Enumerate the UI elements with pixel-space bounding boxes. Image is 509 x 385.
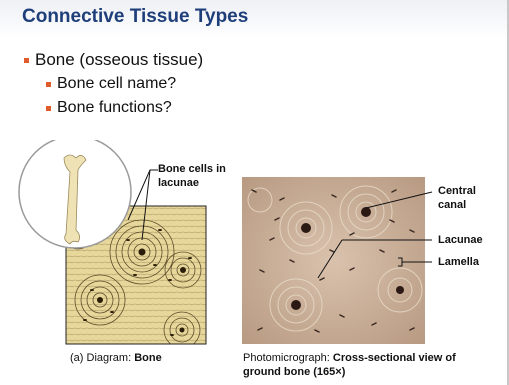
bullet-marker [46, 82, 51, 87]
bullet-bone [24, 48, 203, 72]
caption-photo-bold: Cross-sectional view of ground bone (165×) [243, 352, 456, 378]
caption-diagram-bold: Bone [134, 352, 162, 364]
bone-figure [0, 140, 509, 385]
caption-diagram-prefix: (a) Diagram: [70, 352, 135, 364]
photomicrograph [242, 177, 425, 344]
sub-bullet-cell-name [46, 72, 203, 96]
bullet-bone-text: Bone (osseous tissue) [35, 50, 204, 69]
label-central-canal: Central canal [438, 185, 476, 211]
sub-bullet-functions-text: Bone functions? [57, 99, 172, 116]
caption-photomicrograph [243, 351, 483, 379]
slide-title: Connective Tissue Types [22, 6, 249, 27]
sub-bullet-cell-name-text: Bone cell name? [57, 75, 177, 92]
bullet-marker [46, 106, 51, 111]
caption-photo-prefix: Photomicrograph: [243, 352, 333, 364]
bullet-marker [24, 58, 29, 63]
label-lamella: Lamella [438, 256, 479, 268]
sub-bullet-functions [46, 96, 203, 120]
bone-figure-art [0, 140, 509, 385]
label-bone-cells-in-lacunae: Bone cells in lacunae [158, 163, 226, 189]
bone-circle-inset [19, 140, 131, 248]
label-lacunae: Lacunae [438, 234, 483, 246]
caption-diagram [70, 351, 162, 365]
bullet-list [24, 48, 203, 120]
